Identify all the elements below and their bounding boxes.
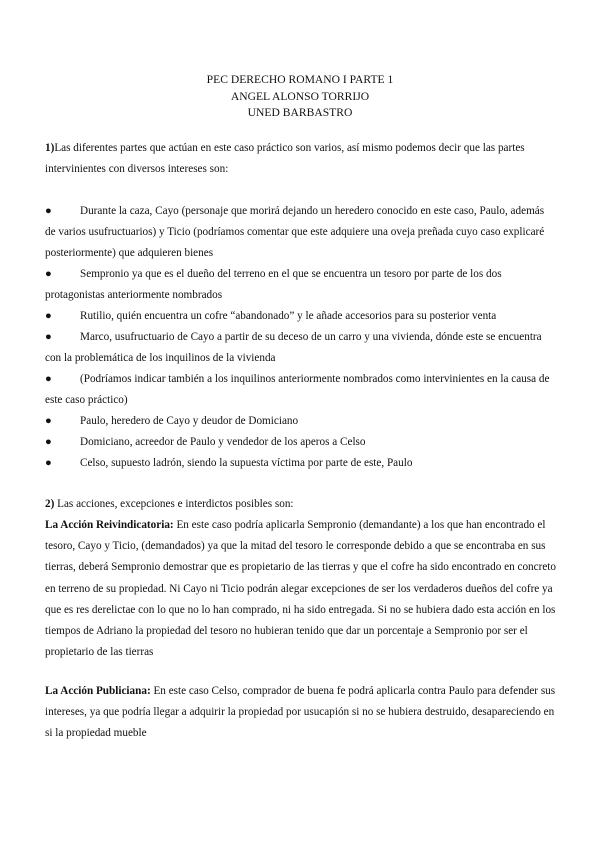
bullet-icon: ●	[45, 436, 52, 448]
section-1-intro	[45, 138, 557, 180]
bullet-icon: ●	[45, 205, 52, 217]
accion-reivindicatoria-paragraph	[45, 515, 557, 663]
institution-name: UNED BARBASTRO	[247, 106, 353, 119]
accion-reivindicatoria-title: La Acción Reivindicatoria:	[45, 519, 174, 531]
list-item	[45, 201, 557, 265]
list-item	[45, 369, 557, 411]
list-item	[45, 411, 557, 432]
list-item	[45, 264, 557, 306]
bullet-icon: ●	[45, 310, 52, 322]
bullet-icon: ●	[45, 415, 52, 427]
section-2-intro	[45, 494, 557, 515]
list-item-text: Paulo, heredero de Cayo y deudor de Domiciano	[80, 415, 299, 427]
list-item-text: Rutilio, quién encuentra un cofre “abandonado” y le añade accesorios para su posterior venta	[80, 310, 497, 322]
bullet-icon: ●	[45, 268, 52, 280]
author-name: ANGEL ALONSO TORRIJO	[230, 89, 370, 103]
list-item	[45, 453, 557, 474]
accion-reivindicatoria-text: En este caso podría aplicarla Sempronio (demandante) a los que han encontrado el tesoro, Cayo y Ticio, (demandados) ya que la mitad del tesoro le corresponde debido a que se encontraba en sus tierras, deberá Sempronio demostrar que es propietario de las tierras y que el cofre ha sido encontrado en concreto en terreno de su propiedad. Ni Cayo ni Ticio podrán alegar excepciones de ser los verdaderos dueños del cofre ya que es res derelictae con lo que no lo han comprado, ni ha sido entregada. Si no se hubiera dado esta acción en los tiempos de Adriano la propiedad del tesoro no hubieran tenido que dar un porcentaje a Sempronio por ser el propietario de las tierras	[45, 519, 557, 659]
bullet-icon: ●	[45, 331, 52, 343]
list-item-text: Durante la caza, Cayo (personaje que morirá dejando un heredero conocido en este caso, Paulo, además de varios usufructuarios) y Ticio (podríamos comentar que este adquiere una oveja preñada cuyo caso explicaré posteriormente) que adquieren bienes	[45, 205, 545, 260]
accion-publiciana-title: La Acción Publiciana:	[45, 685, 151, 697]
document-title: PEC DERECHO ROMANO I PARTE 1	[206, 73, 394, 86]
section-2-number: 2)	[45, 498, 55, 510]
section-1-text: Las diferentes partes que actúan en este caso práctico son varios, así mismo podemos decir que las partes intervinientes con diversos intereses son:	[45, 142, 525, 176]
list-item	[45, 306, 557, 327]
list-item	[45, 327, 557, 369]
accion-publiciana-text: En este caso Celso, comprador de buena fe podrá aplicarla contra Paulo para defender sus intereses, ya que podría llegar a adquirir la propiedad por usucapión si no se hubiera destruido, desapareciendo en si la propiedad mueble	[45, 685, 556, 740]
list-item-text: Celso, supuesto ladrón, siendo la supuesta víctima por parte de este, Paulo	[80, 457, 413, 469]
document-header	[0, 72, 600, 122]
list-item-text: Marco, usufructuario de Cayo a partir de su deceso de un carro y una vivienda, dónde este se encuentra con la problemática de los inquilinos de la vivienda	[45, 331, 542, 365]
section-2-text: Las acciones, excepciones e interdictos posibles son:	[54, 498, 294, 510]
list-item-text: Domiciano, acreedor de Paulo y vendedor de los aperos a Celso	[80, 436, 366, 448]
bullet-icon: ●	[45, 457, 52, 469]
bullet-icon: ●	[45, 373, 52, 385]
list-item-text: Sempronio ya que es el dueño del terreno en el que se encuentra un tesoro por parte de los dos protagonistas anteriormente nombrados	[45, 268, 502, 302]
accion-publiciana-paragraph	[45, 681, 557, 745]
list-item-text: (Podríamos indicar también a los inquilinos anteriormente nombrados como intervinientes en la causa de este caso práctico)	[45, 373, 550, 407]
list-item	[45, 432, 557, 453]
section-1-number: 1)	[45, 142, 55, 154]
